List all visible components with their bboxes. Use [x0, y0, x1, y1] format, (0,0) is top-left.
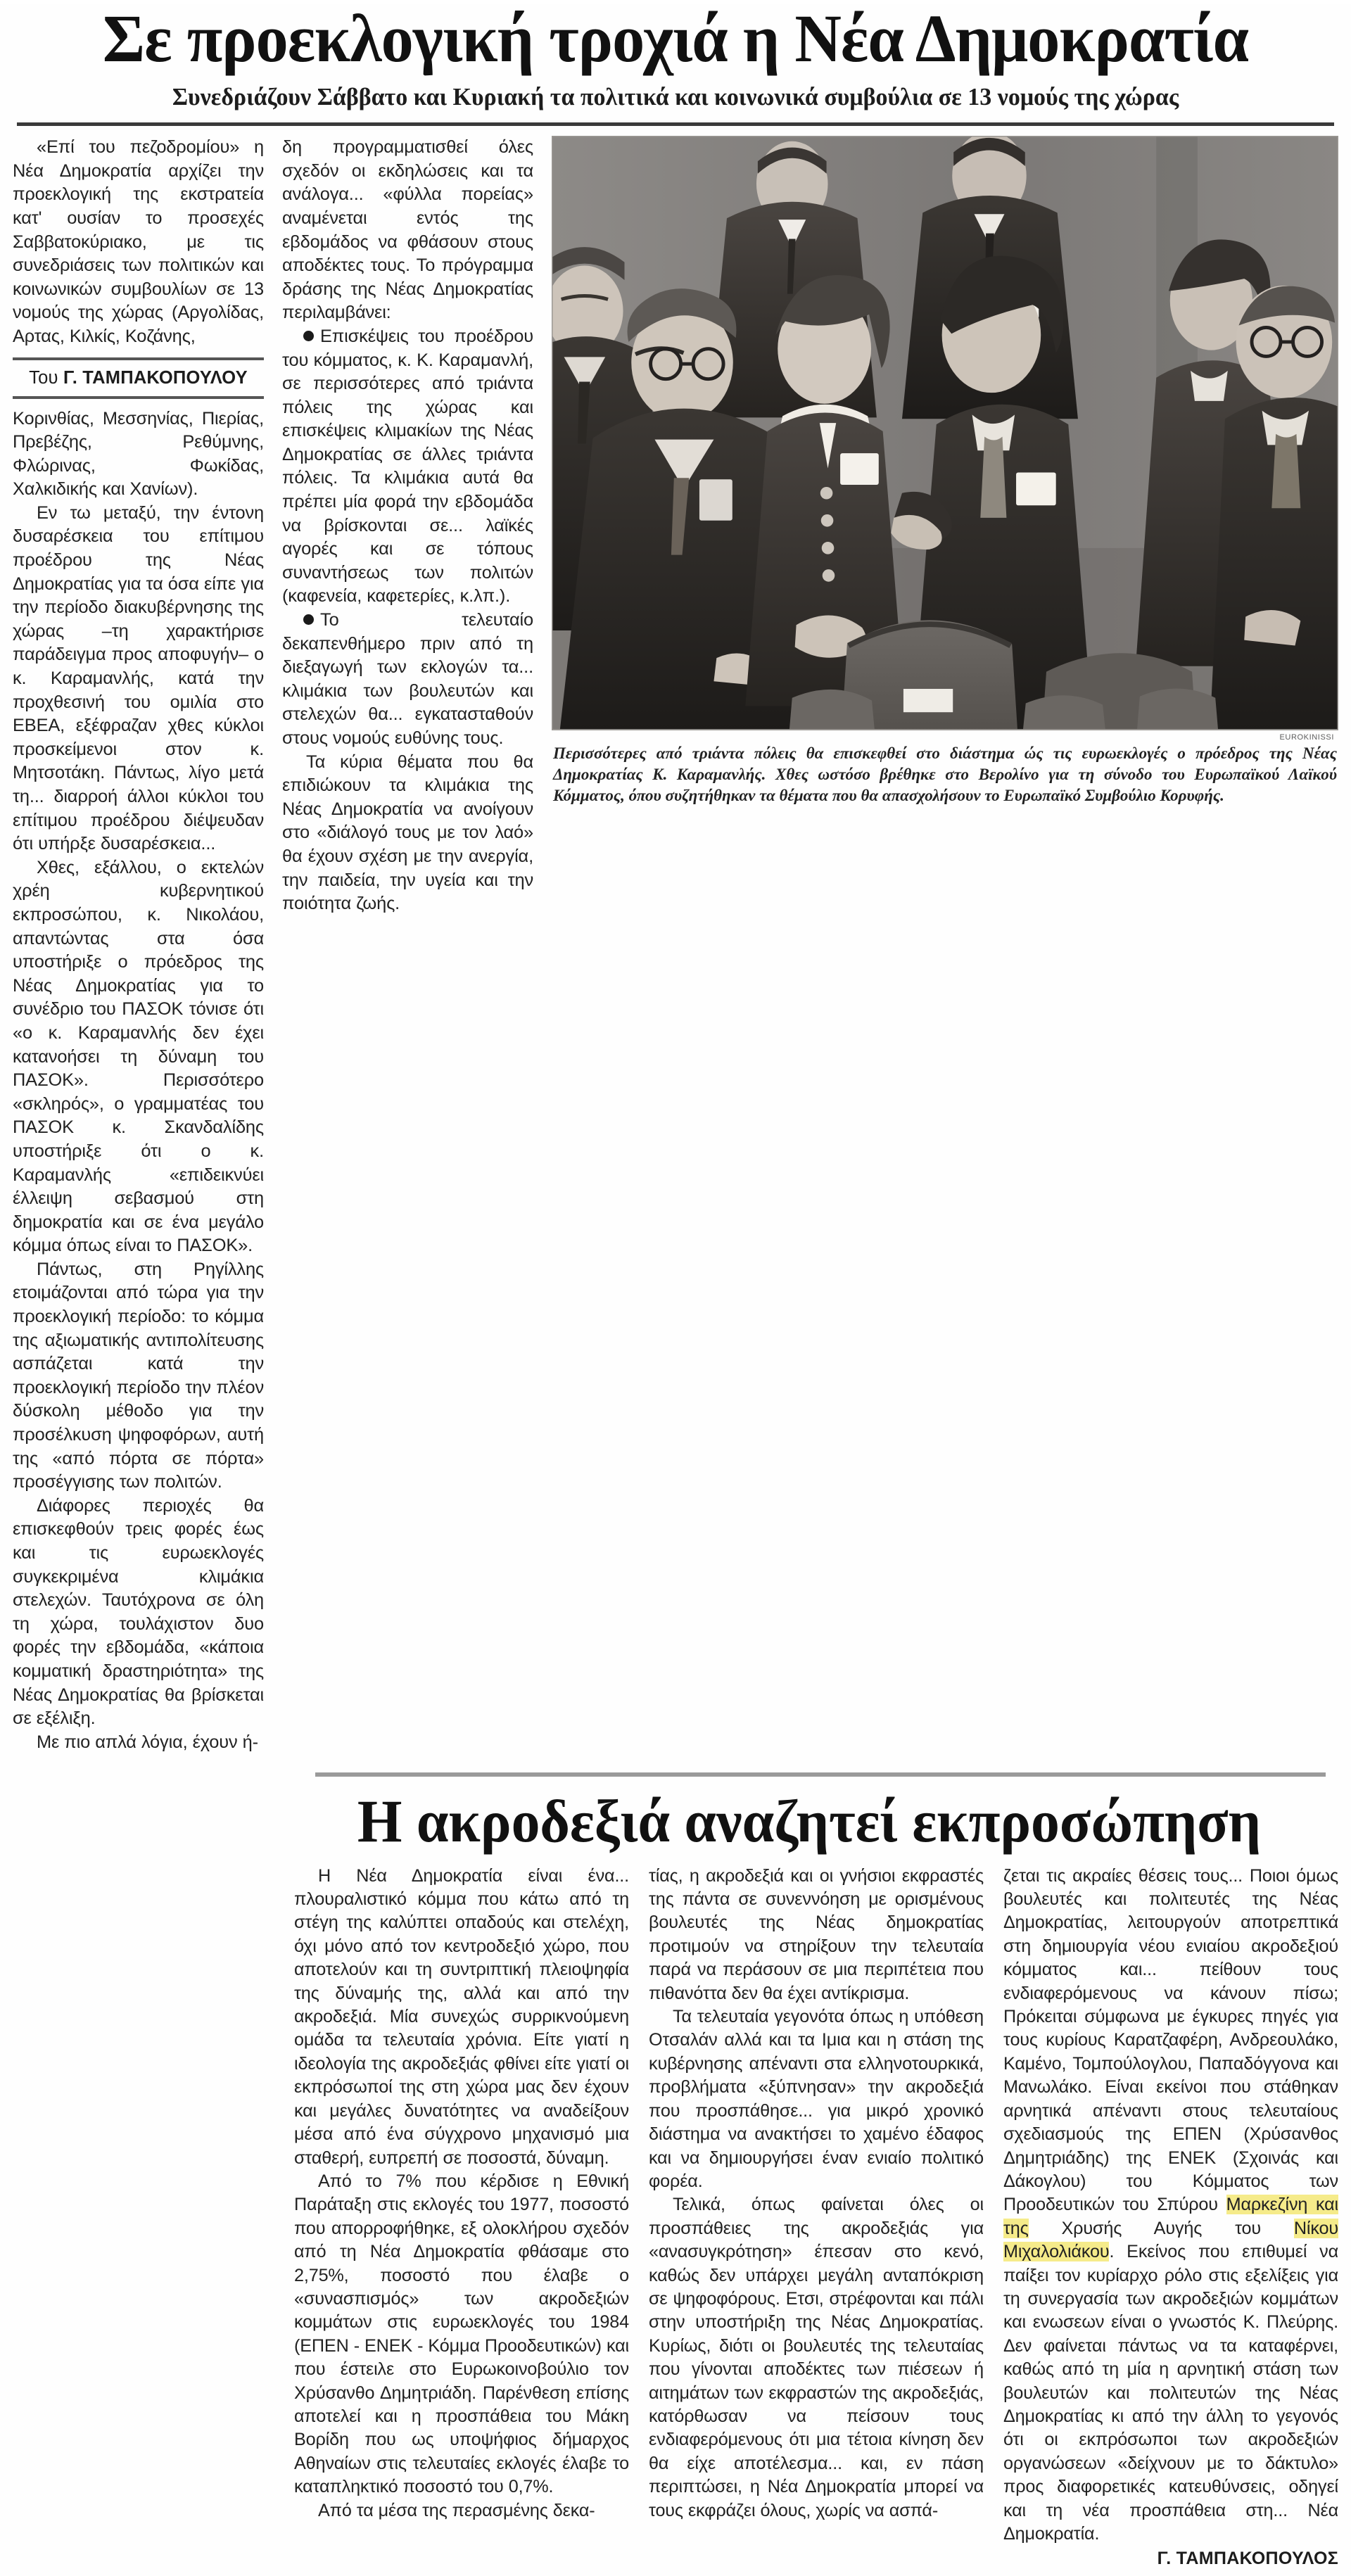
paragraph: δη προγραμματισθεί όλες σχεδόν οι εκδηλώσεις και τα ανάλογα... «φύλλα πορείας» αναμένεται εντός της εβδομάδος να φθάσουν στους αποδέκτες τους. Το πρόγραμμα δράσης της Νέας Δημοκρατίας περιλαμβάνει: — [282, 137, 533, 323]
paragraph: τίας, η ακροδεξιά και οι γνήσιοι εκφραστές της πάντα σε συνεννόηση με ορισμένους βουλευτές της Νέας δημοκρατίας προτιμούν να στηρίξουν την τελευταία παρά να περάσουν σε μια περιπέτεια που πιθανόττα δεν θα έχει αντίκρισμα. — [649, 1865, 984, 2003]
bullet-paragraph — [282, 325, 533, 609]
paragraph: Διάφορες περιοχές θα επισκεφθούν τρεις φορές έως και τις ευρωεκλογές συγκεκριμένα κλιμάκια στελεχών. Ταυτόχρονα σε όλη τη χώρα, τουλάχιστον δυο φορές την εβδομάδα, «κάποια κομματική δραστηριότητα» της Νέας Δημοκρατίας θα βρίσκεται σε εξέλιξη. — [13, 1495, 264, 1729]
highlight-markezini: Μαρκεζίνη και της — [1003, 2195, 1338, 2238]
byline-prefix: Του — [29, 367, 63, 388]
col3-text-b: Χρυσής Αυγής του — [1028, 2218, 1294, 2238]
byline-author: Γ. ΤΑΜΠΑΚΟΠΟΥΛΟΥ — [63, 367, 248, 388]
top-col2 — [282, 136, 533, 916]
main-headline: Σε προεκλογική τροχιά η Νέα Δημοκρατία — [102, 1, 1249, 76]
bullet-dot-icon — [303, 331, 314, 341]
paragraph: «Επί του πεζοδρομίου» η Νέα Δημοκρατία αρχίζει την προεκλογική της εκστρατεία κατ' ουσίαν το προσεχές Σαββατοκύριακο, με τις συνεδριάσεις των πολιτικών και κοινωνικών συμβουλίων σε 13 νομούς της χώρας (Αργολίδας, Αρτας, Κιλκίς, Κοζάνης, — [13, 137, 264, 346]
paragraph: Από τα μέσα της περασμένης δεκα- — [318, 2500, 595, 2520]
bottom-col3 — [1003, 1865, 1338, 2546]
photo-graphic — [552, 136, 1338, 730]
bottom-article-column-1 — [294, 1865, 629, 2523]
paragraph: Η Νέα Δημοκρατία είναι ένα... πλουραλιστικό κόμμα που κάτω από τη στέγη της καλύπτει οπαδούς και στελέχη, όχι μόνο από τον κεντροδεξιό χώρο, που αποτελούν και τη συντριπτική πλειοψηφία της δύναμής της, αλλά και από την ακροδεξιά. Μία συνεχώς συρρικνούμενη ομάδα τα τελευταία χρόνια. Είτε γιατί η ιδεολογία της ακροδεξιάς φθίνει είτε γιατί οι εκπρόσωποί της στη χώρα μας δεν έχουν και μεγάλες δυνατότητες να αναδείξουν μέσα από ένα σύγχρονο μηχανισμό μια σταθερή, ευπρεπή σε ποσοστά, δύναμη. — [294, 1865, 629, 2168]
section-divider-rule — [315, 1772, 1326, 1777]
highlight-michaloliakos: Νίκου Μιχαλολιάκου — [1003, 2218, 1338, 2262]
article-signoff: Γ. ΤΑΜΠΑΚΟΠΟΥΛΟΣ — [1157, 2549, 1338, 2569]
top-article-column-1 — [13, 136, 264, 1754]
bottom-col2 — [649, 1865, 984, 2523]
photo-credit: EUROKINISSI — [1279, 732, 1334, 742]
paragraph: Τα κύρια θέματα που θα επιδιώκουν τα κλιμάκια της Νέας Δημοκρατία να ανοίγουν στο «διάλογό τους με τον λαό» θα έχουν σχέση με την ανεργία, την παιδεία, την υγεία και την ποιότητα ζωής. — [282, 751, 533, 914]
paragraph: Εν τω μεταξύ, την έντονη δυσαρέσκεια του επίτιμου προέδρου της Νέας Δημοκρατίας για τα όσα είπε για την περίοδο διακυβέρνησης της χώρας –τη χαρακτήρισε παράδειγμα προς αποφυγήν– ο κ. Καραμανλής, κατά την προχθεσινή του ομιλία στο ΕΒΕΑ, εξέφραζαν χθες κύκλοι προσκείμενοι στον κ. Μητσοτάκη. Πάντως, λίγο μετά τη... διαρροή άλλοι κύκλοι του επίτιμου προέδρου διέψευδαν ότι υπήρξε δυσαρέσκεια... — [13, 502, 264, 854]
paragraph: Με πιο απλά λόγια, έχουν ή- — [37, 1732, 258, 1752]
bullet-paragraph — [282, 609, 533, 751]
paragraph: Τα τελευταία γεγονότα όπως η υπόθεση Οτσαλάν αλλά και τα Ιμια και η στάση της κυβέρνησης απέναντι στα ελληνοτουρκικά, προβλήματα «ξύπνησαν» την ακροδεξιά που προσπάθησε... για μικρό χρονικό διάστημα να ανακτήσει το χαμένο έδαφος και να δημιουργήσει έναν ενιαίο πολιτικό φορέα. — [649, 2007, 984, 2191]
paragraph: Τελικά, όπως φαίνεται όλες οι προσπάθειες της ακροδεξιάς για «ανασυγκρότηση» έπεσαν στο κενό, καθώς δεν υπάρχει μεγάλη ανταπόκριση σε ψηφοφόρους. Ετσι, στρέφονται και πάλι στην υποστήριξη της Νέας Δημοκρατίας. Κυρίως, διότι οι βουλευτές της τελευταίας που γίνονται αποδέκτες των πιέσεων ή αιτημάτων των εκφραστών της ακροδεξιάς, κατόρθωσαν να πείσουν τους ενδιαφερόμενους ότι μια τέτοια κίνηση δεν θα είχε αποτέλεσμα... και, εν πάση περιπτώσει, η Νέα Δημοκρατία μπορεί να τους εκφράζει όλους, χωρίς να ασπά- — [649, 2195, 984, 2520]
bullet-text: Το τελευταίο δεκαπενθήμερο πριν από τη διεξαγωγή των εκλογών τα... κλιμάκια των βουλευτών και στελεχών θα... εγκατασταθούν στους νομούς ευθύνης τους. — [282, 610, 533, 748]
sub-headline: Συνεδριάζουν Σάββατο και Κυριακή τα πολιτικά και κοινωνικά συμβούλια σε 13 νομούς της χώρας — [172, 82, 1179, 110]
paragraph-with-highlight — [1003, 1865, 1338, 2546]
article-photo — [552, 136, 1338, 730]
newspaper-page — [0, 1, 1351, 2576]
bottom-article-column-2 — [649, 1865, 984, 2523]
bottom-article-body — [13, 1865, 1338, 2570]
photo-caption: Περισσότερες από τριάντα πόλεις θα επισκεφθεί στο διάστημα ώς τις ευρωεκλογές ο πρόεδρος της Νέας Δημοκρατίας Κ. Καραμανλής. Χθες ωστόσο βρέθηκε στο Βερολίνο για τη σύνοδο του Ευρωπαϊκού Λαϊκού Κόμματος, όπου συζητήθηκαν τα θέματα που θα απασχολήσουν το Ευρωπαϊκό Συμβούλιο Κορυφής. — [553, 744, 1337, 804]
bottom-article-column-3 — [1003, 1865, 1338, 2570]
paragraph: Πάντως, στη Ρηγίλλης ετοιμάζονται από τώρα για την προεκλογική περίοδο: το κόμμα της αξιωματικής αντιπολίτευσης ασπάζεται κατά την προεκλογική περίοδο την πλέον δύσκολη μέθοδο για την προσέλκυση ψηφοφόρων, αυτή της «από πόρτα σε πόρτα» προσέγγισης των πολιτών. — [13, 1259, 264, 1492]
top-col1-part1 — [13, 136, 264, 348]
bullet-dot-icon — [303, 614, 314, 625]
bullet-text: Επισκέψεις του προέδρου του κόμματος, κ. Κ. Καραμανλή, σε περισσότερες από τριάντα πόλεις της χώρας και επισκέψεις κλιμακίων της Νέας Δημοκρατίας σε άλλες τριάντα πόλεις. Τα κλιμάκια αυτά θα πρέπει μία φορά την εβδομάδα να βρίσκονται σε... λαϊκές αγορές και σε τόπους συναντήσεως των πολιτών (καφενεία, καφετερίες, κ.λπ.). — [282, 326, 533, 607]
paragraph: Από το 7% που κέρδισε η Εθνική Παράταξη στις εκλογές του 1977, ποσοστό που απορροφήθηκε, εξ ολοκλήρου σχεδόν από τη Νέα Δημοκρατία φθάσαμε στο 2,75%, ποσοστό που έλαβε ο «συνασπισμός» των ακροδεξιών κομμάτων στις ευρωεκλογές του 1984 (ΕΠΕΝ - ΕΝΕΚ - Κόμμα Προοδευτικών) και που έστειλε στο Ευρωκοινοβούλιο τον Χρύσανθο Δημητριάδη. Παρένθεση επίσης αποτελεί και η προσπάθεια του Μάκη Βορίδη που ως υποψήφιος δήμαρχος Αθηναίων στις τελευταίες εκλογές έλαβε το καταπληκτικό ποσοστό του 0,7%. — [294, 2171, 629, 2497]
top-col1-part2 — [13, 407, 264, 1755]
top-article-column-2 — [282, 136, 533, 916]
top-article-body — [13, 136, 1338, 1754]
headline-divider-rule — [17, 122, 1334, 126]
byline — [13, 357, 264, 399]
bottom-col1 — [294, 1865, 629, 2523]
photo-block — [552, 136, 1338, 806]
paragraph: Κορινθίας, Μεσσηνίας, Πιερίας, Πρεβέζης, Ρεθύμνης, Φλώρινας, Φωκίδας, Χαλκιδικής και Χανίων). — [13, 408, 264, 500]
col3-text-a: ζεται τις ακραίες θέσεις τους... Ποιοι όμως βουλευτές και πολιτευτές της Νέας Δημοκρατίας, λειτουργούν αποτρεπτικά στη δημιουργία νέου ενιαίου ακροδεξιού κόμματος και... πείθουν τους ενδιαφερόμενους να κάνουν πίσω; Πρόκειται σύμφωνα με έγκυρες πηγές για τους κυρίους Καρατζαφέρη, Ανδρεουλάκο, Καμένο, Τομπούλογλου, Παπαδόγγονα και Μανωλάκο. Είναι εκείνοι που στάθηκαν αρνητικά απέναντι στους τελευταίους σχεδιασμούς της ΕΠΕΝ (Χρύσανθος Δημητριάδης) της ΕΝΕΚ (Σχοινάς και Δάκογλου) του Κόμματος των Προοδευτικών του Σπύρου — [1003, 1865, 1338, 2215]
paragraph: Χθες, εξάλλου, ο εκτελών χρέη κυβερνητικού εκπροσώπου, κ. Νικολάου, απαντώντας στα όσα υποστήριξε ο πρόεδρος της Νέας Δημοκρατίας για το συνέδριο του ΠΑΣΟΚ τόνισε ότι «ο κ. Καραμανλής δεν έχει κατανοήσει τη δύναμη του ΠΑΣΟΚ». Περισσότερο «σκληρός», ο γραμματέας του ΠΑΣΟΚ κ. Σκανδαλίδης υποστήριξε ότι ο κ. Καραμανλής «επιδεικνύει έλλειψη σεβασμού στη δημοκρατία και σε ένα μεγάλο κόμμα όπως είναι το ΠΑΣΟΚ». — [13, 857, 264, 1256]
secondary-headline: Η ακροδεξιά αναζητεί εκπροσώπηση — [357, 1787, 1262, 1855]
col3-text-c: . Εκείνος που επιθυμεί να παίξει τον κυρίαρχο ρόλο στις εξελίξεις για τη συνεργασία των ακροδεξιών κομμάτων και ενωσεων είναι ο γνωστός Κ. Πλεύρης. Δεν φαίνεται πάντως να τα καταφέρνει, καθώς από τη μία η αρνητική στάση των βουλευτών και πολιτευτών της Νέας Δημοκρατίας κι από την άλλη το γεγονός ότι οι εκπρόσωποι των ακροδεξιών οργανώσεων «δείχνουν με το δάκτυλο» προς διαφορετικές κατευθύνσεις, οδηγεί και τη νέα προσπάθεια στη... Νέα Δημοκρατία. — [1003, 2242, 1338, 2544]
